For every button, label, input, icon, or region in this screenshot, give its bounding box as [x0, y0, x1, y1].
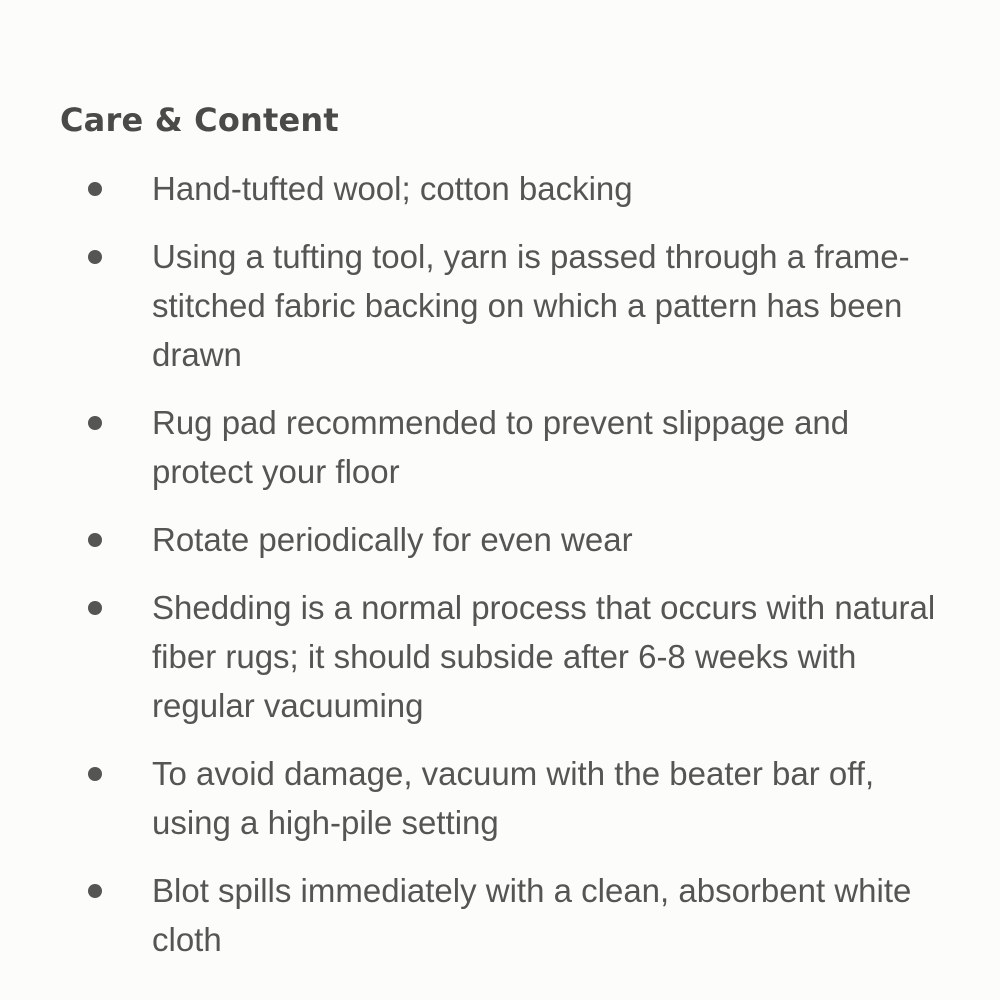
bullet-icon [88, 533, 102, 547]
bullet-icon [88, 250, 102, 264]
section-title: Care & Content [60, 101, 339, 139]
list-item-text: Rotate periodically for even wear [152, 521, 633, 558]
bullet-icon [88, 182, 102, 196]
bullet-icon [88, 767, 102, 781]
list-item-text: Hand-tufted wool; cotton backing [152, 170, 633, 207]
list-item [0, 232, 1000, 379]
bullet-icon [88, 601, 102, 615]
list-item [0, 164, 1000, 213]
list-item-text: Shedding is a normal process that occurs with natural fiber rugs; it should subside after 6-8 weeks with regular vacuuming [152, 589, 936, 724]
list-item-text: To avoid damage, vacuum with the beater bar off, using a high-pile setting [152, 755, 875, 841]
list-item-text: Blot spills immediately with a clean, absorbent white cloth [152, 872, 912, 958]
list-item [0, 583, 1000, 730]
bullet-icon [88, 416, 102, 430]
list-item-text: Using a tufting tool, yarn is passed through a frame-stitched fabric backing on which a pattern has been drawn [152, 238, 910, 373]
list-item [0, 749, 1000, 847]
list-item-text: Rug pad recommended to prevent slippage and protect your floor [152, 404, 850, 490]
list-item [0, 866, 1000, 964]
care-list [0, 164, 1000, 983]
list-item [0, 515, 1000, 564]
list-item [0, 398, 1000, 496]
bullet-icon [88, 884, 102, 898]
